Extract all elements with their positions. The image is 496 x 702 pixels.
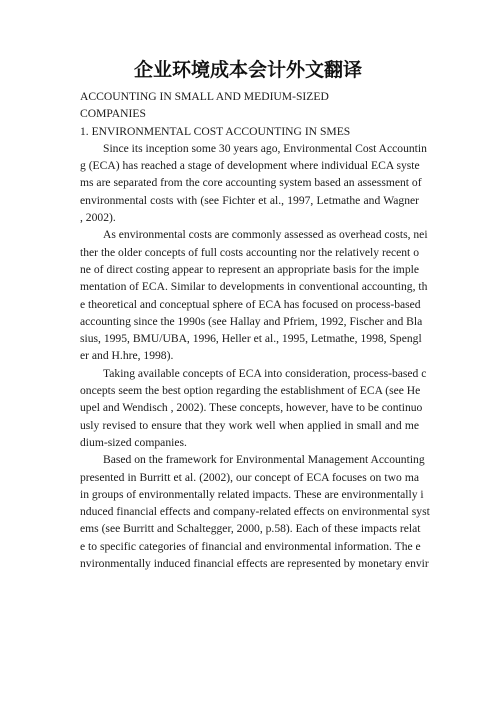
paragraph-line: Since its inception some 30 years ago, Environmental Cost Accountin [103, 141, 427, 155]
paragraph-line: sius, 1995, BMU/UBA, 1996, Heller et al., 1995, Letmathe, 1998, Spengl [80, 332, 422, 346]
paragraph-line: presented in Burritt et al. (2002), our concept of ECA focuses on two ma [80, 470, 419, 484]
section-heading: 1. ENVIRONMENTAL COST ACCOUNTING IN SMES [80, 124, 351, 138]
paragraph-line: , 2002). [80, 211, 116, 225]
paragraph-line: ms are separated from the core accounting system based an assessment of [80, 176, 422, 190]
paragraph-line: mentation of ECA. Similar to developments in conventional accounting, th [80, 280, 428, 294]
paragraph-line: ther the older concepts of full costs accounting nor the relatively recent o [80, 245, 419, 259]
document-body [80, 88, 430, 572]
paragraph-line: Based on the framework for Environmental Management Accounting [103, 453, 425, 467]
paragraph-line: ne of direct costing appear to represent an appropriate basis for the imple [80, 262, 419, 276]
paragraph-line: environmental costs with (see Fichter et al., 1997, Letmathe and Wagner [80, 193, 419, 207]
paragraph-line: er and H.hre, 1998). [80, 349, 174, 363]
paragraph-line: dium-sized companies. [80, 435, 187, 449]
paragraph-line: ems (see Burritt and Schaltegger, 2000, p.58). Each of these impacts relat [80, 522, 421, 536]
paragraph-line: g (ECA) has reached a stage of development where individual ECA syste [80, 159, 420, 173]
paragraph-line: e to specific categories of financial and environmental information. The e [80, 539, 421, 553]
paragraph-line: accounting since the 1990s (see Hallay and Pfriem, 1992, Fischer and Bla [80, 314, 423, 328]
paragraph-line: e theoretical and conceptual sphere of ECA has focused on process-based [80, 297, 421, 311]
heading-line: ACCOUNTING IN SMALL AND MEDIUM-SIZED [80, 90, 329, 103]
paragraphs [80, 140, 430, 572]
paragraph-line: upel and Wendisch , 2002). These concepts, however, have to be continuo [80, 401, 423, 415]
paragraph-line: oncepts seem the best option regarding the establishment of ECA (see He [80, 384, 421, 398]
paragraph-line: As environmental costs are commonly assessed as overhead costs, nei [103, 228, 428, 242]
paragraph-line: nvironmentally induced financial effects are represented by monetary envir [80, 557, 429, 571]
paragraph-line: in groups of environmentally related impacts. These are environmentally i [80, 487, 424, 501]
paragraph-line: Taking available concepts of ECA into consideration, process-based c [103, 366, 427, 380]
paragraph-line: usly revised to ensure that they work well when applied in small and me [80, 418, 419, 432]
document-title: 企业环境成本会计外文翻译 [133, 59, 362, 81]
paragraph-line: nduced financial effects and company-related effects on environmental syst [80, 505, 430, 519]
heading-line: COMPANIES [80, 107, 146, 121]
